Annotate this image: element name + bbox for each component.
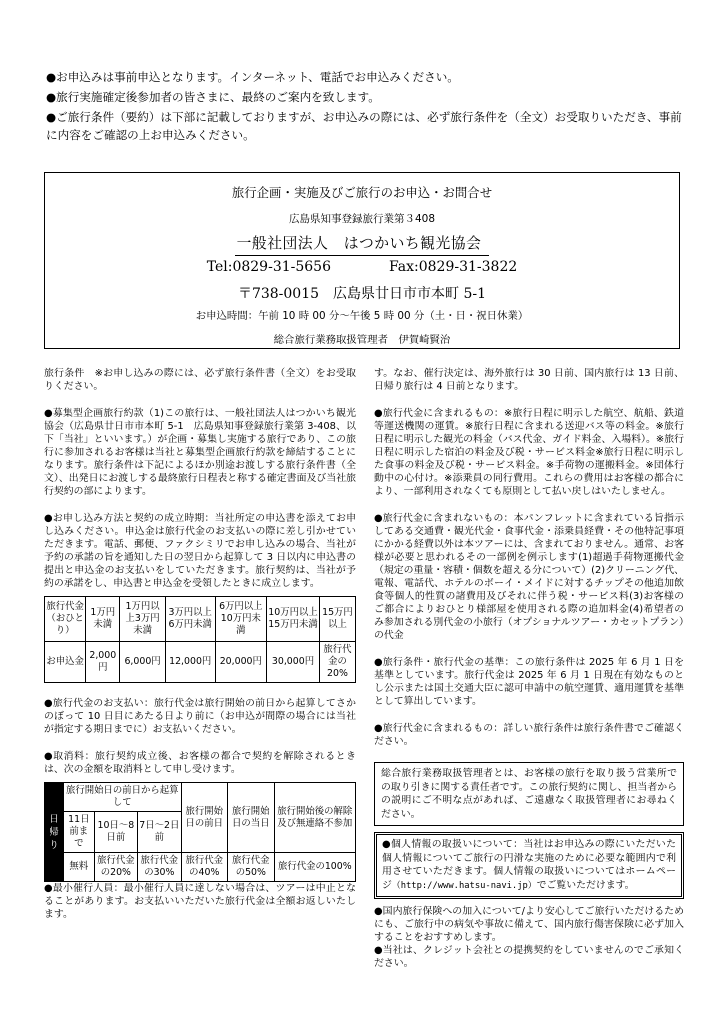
table-cell: 旅行開始後の解除及び無連絡不参加	[274, 783, 355, 853]
included-items-clause: ●旅行代金に含まれるもの：※旅行日程に明示した航空、航船、鉄道等運送機関の運賃。※旅行日程に含まれる送迎バス等の料金。※旅行日程に明示した観光の料金（バス代金、ガイド料金、入場料）。※旅行日程に明示した宿泊の料金及び税・サービス料金※旅行日程に明示した食事の料金及び税・サービス料金。※手荷物の運搬料金。※団体行動中の心付け。※添乗員の同行費用。これらの費用はお客様の都合により、一部利用されなくても原則として払い戻しはいたしません。	[374, 408, 684, 497]
table-cell: 無料	[64, 853, 95, 882]
table-row	[45, 783, 356, 812]
payment-clause: ●旅行代金のお支払い：旅行代金は旅行開始の前日から起算してさかのぼって 10 日目にあたる日より前に（お申込が間際の場合には当社が指定する期日までに）お支払いください。	[44, 698, 356, 735]
table-cell: 12,000円	[165, 642, 215, 683]
fax-number: Fax:0829-31-3822	[389, 259, 518, 275]
intro-notes	[46, 68, 686, 146]
homepage-link[interactable]: （http://www.hatsu-navi.jp）	[391, 880, 537, 891]
intro-note-1: ●お申込みは事前申込となります。インターネット、電話でお申込みください。	[46, 70, 459, 84]
intro-note-3: ●ご旅行条件（要約）は下部に記載しておりますが、お申込みの際には、必ず旅行条件を（全文）お受取りいただき、事前に内容をご確認の上お申込みください。	[46, 110, 682, 142]
table-row	[45, 853, 356, 882]
table-cell: 旅行代金の20%	[94, 853, 137, 882]
table-cell: 11日前まで	[64, 812, 95, 853]
table-cell: 旅行開始日の前日	[181, 783, 228, 853]
cancellation-clause: ●取消料：旅行契約成立後、お客様の都合で契約を解除されるときは、次の金額を取消料として申し受けます。	[44, 751, 356, 775]
details-reference: ●旅行代金に含まれるもの：詳しい旅行条件は旅行条件書でご確認ください。	[374, 723, 684, 747]
table-row	[45, 642, 356, 683]
excluded-items-clause: ●旅行代金に含まれないもの：本パンフレットに含まれている旨指示してある交通費・観光代金・食事代金・添乗員経費・その他特記事項にかかる経費以外は本ツアーには、含まれておりません。通常、お客様が必要と思われるその一部例を例示します(1)超過手荷物運搬代金（規定の重量・容積・個数を超える分について）(2)クリーニング代、電報、電話代、ホテルのボーイ・メイドに対するチップその他追加飲食等個人的性質の諸費用及びそれに伴う税・サービス料(3)お客様のご都合によりおひとり様部屋を使用される際の追加料金(4)希望者のみ参加される別代金の小旅行（オプショナルツアー・カセットプラン）の代金	[374, 513, 684, 641]
table-cell: 旅行開始日の前日から起算して	[64, 783, 182, 812]
business-hours: お申込時間：午前 10 時 00 分～午後 5 時 00 分（土・日・祝日休業）	[195, 310, 529, 322]
table-cell: 6,000円	[120, 642, 165, 683]
contact-box	[44, 172, 680, 349]
phone-number[interactable]: Tel:0829-31-5656	[206, 259, 331, 275]
cancellation-fee-table	[44, 782, 356, 882]
registration-number: 広島県知事登録旅行業第３408	[288, 213, 436, 225]
price-basis-clause: ●旅行条件・旅行代金の基準：この旅行条件は 2025 年 6 月 1 日を基準としています。旅行代金は 2025 年 6 月 1 日現在有効なものとし公示または国土交通大臣に認可申請中の航空運賃、適用運賃を基準として算出しています。	[374, 657, 684, 707]
table-cell: 2,000円	[86, 642, 120, 683]
deposit-table	[44, 596, 356, 683]
travel-manager: 総合旅行業務取扱管理者 伊賀崎賢治	[273, 334, 451, 346]
departure-decision-note: す。なお、催行決定は、海外旅行は 30 日前、国内旅行は 13 日前、日帰り旅行は 4 日前となります。	[374, 368, 684, 392]
organization-name-text: 一般社団法人 はつかいち観光協会	[235, 232, 490, 256]
table-cell: 15万円以上	[319, 597, 355, 642]
table-cell: 1万円未満	[86, 597, 120, 642]
organization-name	[45, 232, 679, 256]
table-cell: 10万円以上15万円未満	[267, 597, 320, 642]
table-cell: 30,000円	[267, 642, 320, 683]
table-cell: 20,000円	[215, 642, 266, 683]
privacy-policy-box	[374, 832, 684, 899]
day-trip-label: 日帰り	[45, 783, 64, 882]
phone-fax	[45, 259, 679, 275]
table-row	[45, 597, 356, 642]
table-cell: 7日～2日前	[138, 812, 181, 853]
table-cell: 旅行代金の20%	[319, 642, 355, 683]
left-column	[44, 367, 356, 921]
table-cell: 旅行開始日の当日	[228, 783, 275, 853]
agreement-clause: ●募集型企画旅行約款（1)この旅行は、一般社団法人はつかいち観光協会（広島県廿日市市本町 5-1 広島県知事登録旅行業第 3-408、以下「当社」といいます。）が企画・募集し実施する旅行であり、この旅行に参加されるお客様は当社と募集型企画旅行約款を締結することになります。旅行条件は下記によるほか別途お渡しする旅行条件書（全文）、出発日にお渡しする最終旅行日程表と称する確定書面及び当社旅行契約の部によります。	[44, 408, 356, 497]
credit-card-note: ●当社は、クレジット会社との提携契約をしていませんのでご承知ください。	[374, 945, 684, 969]
table-cell: 旅行代金の40%	[181, 853, 228, 882]
minimum-participants-clause: ●最小催行人員：最小催行人員に達しない場合は、ツアーは中止となることがあります。お支払いいただいた旅行代金は全額お返しいたします。	[44, 883, 356, 920]
conditions-intro: 旅行条件 ※お申し込みの際には、必ず旅行条件書（全文）をお受取りください。	[44, 368, 356, 392]
table-cell: 旅行代金の50%	[228, 853, 275, 882]
table-cell: 旅行代金（おひとり）	[45, 597, 86, 642]
table-cell: 10日～8日前	[94, 812, 137, 853]
manager-note-box: 総合旅行業務取扱管理者とは、お客様の旅行を取り扱う営業所での取り引きに関する責任者です。この旅行契約に関し、担当者からの説明にご不明な点があれば、ご遠慮なく取扱管理者にお尋ねください。	[374, 762, 684, 826]
application-clause: ●お申し込み方法と契約の成立時期：当社所定の申込書を添えてお申し込みください。申込金は旅行代金のお支払いの際に差し引かせていただきます。電話、郵便、ファクシミリでお申し込みの場合、当社が予約の承諾の旨を通知した日の翌日から起算して 3 日以内に申込書の提出と申込金のお支払いをしていただきます。旅行契約は、当社が予約の承諾をし、申込書と申込金を受領したときに成立します。	[44, 513, 356, 589]
contact-heading: 旅行企画・実施及びご旅行のお申込・お問合せ	[231, 185, 493, 200]
privacy-text-end: でご覧いただけます。	[536, 879, 635, 891]
table-cell: 3万円以上6万円未満	[165, 597, 215, 642]
table-cell: 6万円以上10万円未満	[215, 597, 266, 642]
table-cell: 1万円以上3万円未満	[120, 597, 165, 642]
right-column	[374, 367, 684, 970]
insurance-note: ●国内旅行保険への加入について/より安心してご旅行いただけるためにも、ご旅行中の病気や事故に備えて、国内旅行傷害保険に必ず加入することをおすすめします。	[374, 906, 684, 943]
table-cell: お申込金	[45, 642, 86, 683]
address: 〒738-0015 広島県廿日市市本町 5-1	[237, 286, 487, 302]
privacy-text: ●個人情報の取扱いについて：当社はお申込みの際にいただいた個人情報についてご旅行の円滑な実施のために必要な範囲内で利用させていただきます。個人情報の取扱いについてはホームページ	[382, 839, 676, 891]
intro-note-2: ●旅行実施確定後参加者の皆さまに、最終のご案内を致します。	[46, 90, 380, 104]
table-cell: 旅行代金の30%	[138, 853, 181, 882]
table-cell: 旅行代金の100%	[274, 853, 355, 882]
